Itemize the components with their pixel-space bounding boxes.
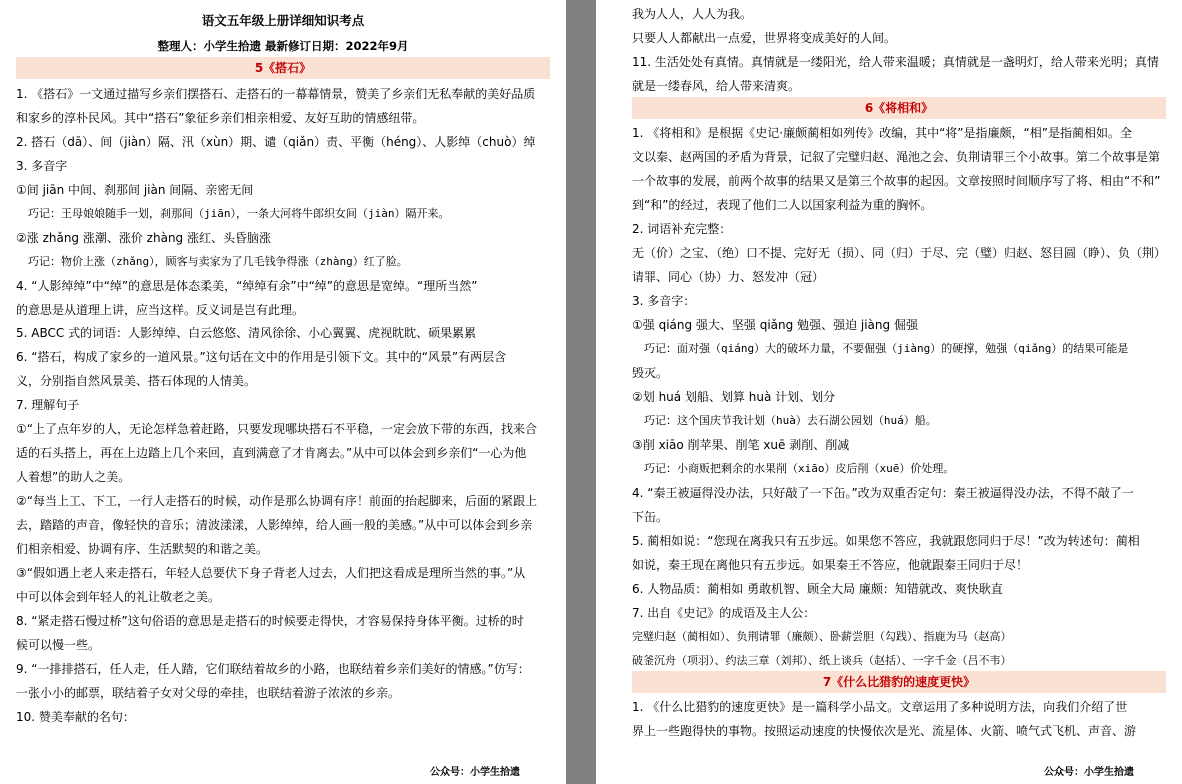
left-footer: 公众号：小学生拾遗 [430, 767, 520, 778]
text-line: 完璧归赵（蔺相如）、负荆请罪（廉颇）、卧薪尝胆（勾践）、指鹿为马（赵高） [632, 630, 1012, 643]
text-line: 7. 理解句子 [16, 398, 80, 412]
text-line: 6. 人物品质：蔺相如 勇敢机智、顾全大局 廉颇：知错就改、爽快耿直 [632, 582, 1003, 596]
text-line: 人着想”的助人之美。 [16, 470, 131, 484]
text-line: 义，分别指自然风景美、搭石体现的人情美。 [16, 374, 257, 388]
text-line: 巧记：王母娘娘随手一划，刹那间（jiān），一条大河将牛郎织女间（jiàn）隔开来。 [28, 207, 450, 220]
text-line: 适的石头搭上，再在上边踏上几个来回，直到满意了才肯离去。”从中可以体会到乡亲们“一心为他 [16, 446, 527, 460]
text-line: 中可以体会到年轻人的礼让敬老之美。 [16, 590, 221, 604]
text-line: 3. 多音字 [16, 159, 68, 173]
left-page [0, 0, 566, 784]
text-line: 破釜沉舟（项羽）、约法三章（刘邦）、纸上谈兵（赵括）、一字千金（吕不韦） [632, 654, 1012, 667]
text-line: 2. 词语补充完整： [632, 222, 732, 236]
text-line: 候可以慢一些。 [16, 638, 101, 652]
text-line: 11. 生活处处有真情。真情就是一缕阳光，给人带来温暖；真情就是一盏明灯，给人带来光明；真情 [632, 55, 1159, 69]
text-line: 一张小小的邮票，联结着子女对父母的牵挂，也联结着游子浓浓的乡亲。 [16, 686, 401, 700]
right-footer: 公众号：小学生拾遗 [1044, 767, 1134, 778]
text-line: 巧记：面对强（qiáng）大的破坏力量，不要倔强（jiàng）的硬撑，勉强（qiǎng）的结果可能是 [644, 342, 1129, 355]
text-line: 下缶。 [632, 510, 669, 524]
text-line: 3. 多音字： [632, 294, 696, 308]
text-line: ②划 huá 划船、划算 huà 计划、划分 [632, 390, 836, 404]
text-line: ③“假如遇上老人来走搭石，年轻人总要伏下身子背老人过去，人们把这看成是理所当然的事。”从 [16, 566, 526, 580]
text-line: 6. “搭石，构成了家乡的一道风景。”这句话在文中的作用是引领下文。其中的“风景”有两层含 [16, 350, 507, 364]
text-line: 8. “紧走搭石慢过桥”这句俗语的意思是走搭石的时候要走得快，才容易保持身体平衡。过桥的时 [16, 614, 524, 628]
section-heading-liebao: 7《什么比猎豹的速度更快》 [632, 671, 1166, 693]
text-line: 10. 赞美奉献的名句： [16, 710, 135, 724]
section-heading-dashi: 5《搭石》 [16, 57, 550, 79]
text-line: 界上一些跑得快的事物。按照运动速度的快慢依次是光、流星体、火箭、喷气式飞机、声音、游 [632, 724, 1137, 738]
text-line: 9. “一排排搭石，任人走，任人踏，它们联结着故乡的小路，也联结着乡亲们美好的情感。”仿写： [16, 662, 530, 676]
text-line: 去，踏踏的声音，像轻快的音乐；清波漾漾，人影绰绰，给人画一般的美感。”从中可以体会到乡亲 [16, 518, 533, 532]
text-line: ③削 xiāo 削苹果、削笔 xuē 剥削、削减 [632, 438, 850, 452]
section-heading-jiangxianghe: 6《将相和》 [632, 97, 1166, 119]
document-subtitle: 整理人：小学生拾遗 最新修订日期：2022年9月 [157, 39, 409, 53]
text-line: 无（价）之宝、（绝）口不提、完好无（损）、同（归）于尽、完（璧）归赵、怒目圆（睁）、负（荆） [632, 246, 1166, 260]
text-line: 7. 出自《史记》的成语及主人公： [632, 606, 816, 620]
text-line: 5. ABCC 式的词语：人影绰绰、白云悠悠、清风徐徐、小心翼翼、虎视眈眈、硕果累累 [16, 326, 477, 340]
text-line: 文以秦、赵两国的矛盾为背景，记叙了完璧归赵、渑池之会、负荆请罪三个小故事。第二个故事是第 [632, 150, 1161, 164]
text-line: 毁灭。 [632, 366, 669, 380]
text-line: 1. 《搭石》一文通过描写乡亲们摆搭石、走搭石的一幕幕情景，赞美了乡亲们无私奉献的美好品质 [16, 87, 536, 101]
text-line: 巧记：这个国庆节我计划（huà）去石湖公园划（huá）船。 [644, 414, 937, 427]
text-line: 就是一缕春风，给人带来清爽。 [632, 79, 801, 93]
document-title: 语文五年级上册详细知识考点 [201, 13, 365, 28]
text-line: 4. “人影绰绰”中“绰”的意思是体态柔美，“绰绰有余”中“绰”的意思是宽绰。“理所当然” [16, 279, 478, 293]
text-line: 巧记：物价上涨（zhǎng），顾客与卖家为了几毛钱争得涨（zhàng）红了脸。 [28, 255, 408, 268]
text-line: 我为人人，人人为我。 [632, 7, 753, 21]
text-line: ①“上了点年岁的人，无论怎样急着赶路，只要发现哪块搭石不平稳，一定会放下带的东西，找来合 [16, 422, 537, 436]
text-line: 的意思是从道理上讲，应当这样。反义词是岂有此理。 [16, 303, 305, 317]
text-line: 2. 搭石（dā）、间（jiàn）隔、汛（xùn）期、谴（qiǎn）责、平衡（héng）、人影绰（chuò）绰 [16, 135, 536, 149]
page-gutter [566, 0, 596, 784]
text-line: 一个故事的发展，前两个故事的结果又是第三个故事的起因。文章按照时间顺序写了将、相由“不和” [632, 174, 1161, 188]
text-line: 们相亲相爱、协调有序、生活默契的和谐之美。 [16, 542, 269, 556]
text-line: 巧记：小商贩把剩余的水果削（xiāo）皮后削（xuē）价处理。 [644, 462, 955, 475]
text-line: 请罪、同心（协）力、怒发冲（冠） [632, 270, 825, 284]
text-line: 如说，秦王现在离他只有五步远。如果秦王不答应，他就跟秦王同归于尽！ [632, 558, 1029, 572]
text-line: ②涨 zhǎng 涨潮、涨价 zhàng 涨红、头昏脑涨 [16, 231, 271, 245]
text-line: 到“和”的经过，表现了他们二人以国家利益为重的胸怀。 [632, 198, 933, 212]
text-line: 只要人人都献出一点爱，世界将变成美好的人间。 [632, 31, 897, 45]
text-line: ①强 qiáng 强大、坚强 qiǎng 勉强、强迫 jiàng 倔强 [632, 318, 918, 332]
text-line: 4. “秦王被逼得没办法，只好敲了一下缶。”改为双重否定句：秦王被逼得没办法，不得不敲了一 [632, 486, 1134, 500]
text-line: 1. 《将相和》是根据《史记·廉颇蔺相如列传》改编，其中“将”是指廉颇，“相”是指蔺相如。全 [632, 126, 1132, 140]
right-page [596, 0, 1182, 784]
text-line: ①间 jiān 中间、刹那间 jiàn 间隔、亲密无间 [16, 183, 254, 197]
text-line: ②“每当上工、下工，一行人走搭石的时候，动作是那么协调有序！前面的抬起脚来，后面的紧跟上 [16, 494, 537, 508]
text-line: 和家乡的淳朴民风。其中“搭石”象征乡亲们相亲相爱、友好互助的情感纽带。 [16, 111, 425, 125]
text-line: 1. 《什么比猎豹的速度更快》是一篇科学小品文。文章运用了多种说明方法，向我们介绍了世 [632, 700, 1128, 714]
text-line: 5. 蔺相如说：“您现在离我只有五步远。如果您不答应，我就跟您同归于尽！”改为转述句：蔺相 [632, 534, 1140, 548]
